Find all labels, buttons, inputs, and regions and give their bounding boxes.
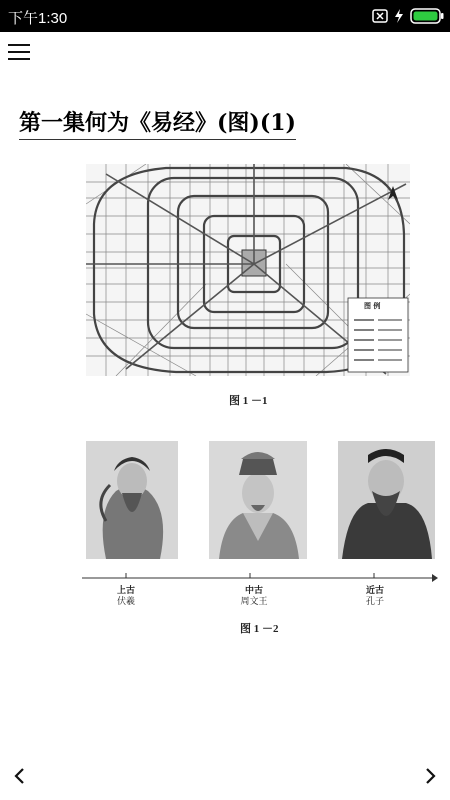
city-map-image [86, 164, 410, 376]
figure-2-caption: 图 1 －2 [240, 623, 279, 635]
status-bar [0, 0, 450, 32]
era-person: 孔子 [365, 597, 384, 607]
sim-card-icon [372, 9, 388, 23]
status-icons [372, 8, 444, 24]
chevron-right-icon [418, 764, 442, 788]
prev-page-button[interactable] [8, 764, 32, 788]
chevron-left-icon [8, 764, 32, 788]
app-bar [0, 32, 450, 76]
figure-1-caption: 图 1 －1 [229, 395, 268, 407]
map-legend-title: 图 例 [364, 302, 381, 310]
era-label: 中古 [244, 586, 263, 596]
next-page-button[interactable] [418, 764, 442, 788]
timeline-axis [82, 570, 438, 586]
portrait-fuxi-image [86, 441, 178, 559]
era-label: 上古 [116, 586, 135, 596]
era-recent [345, 586, 405, 608]
portrait-king-wen-image [209, 441, 307, 559]
hamburger-menu-icon[interactable] [8, 42, 32, 62]
status-time: 下午1:30 [8, 10, 68, 27]
era-ancient [96, 586, 156, 608]
era-person: 伏羲 [116, 597, 135, 607]
battery-icon [410, 8, 444, 24]
article-title: 第一集何为《易经》(图)(1) [19, 106, 296, 140]
era-person: 周文王 [240, 597, 268, 607]
portrait-confucius-image [338, 441, 435, 559]
era-label: 近古 [365, 586, 384, 596]
lightning-icon [394, 9, 404, 23]
era-middle [224, 586, 284, 608]
article-title-container [19, 106, 296, 140]
